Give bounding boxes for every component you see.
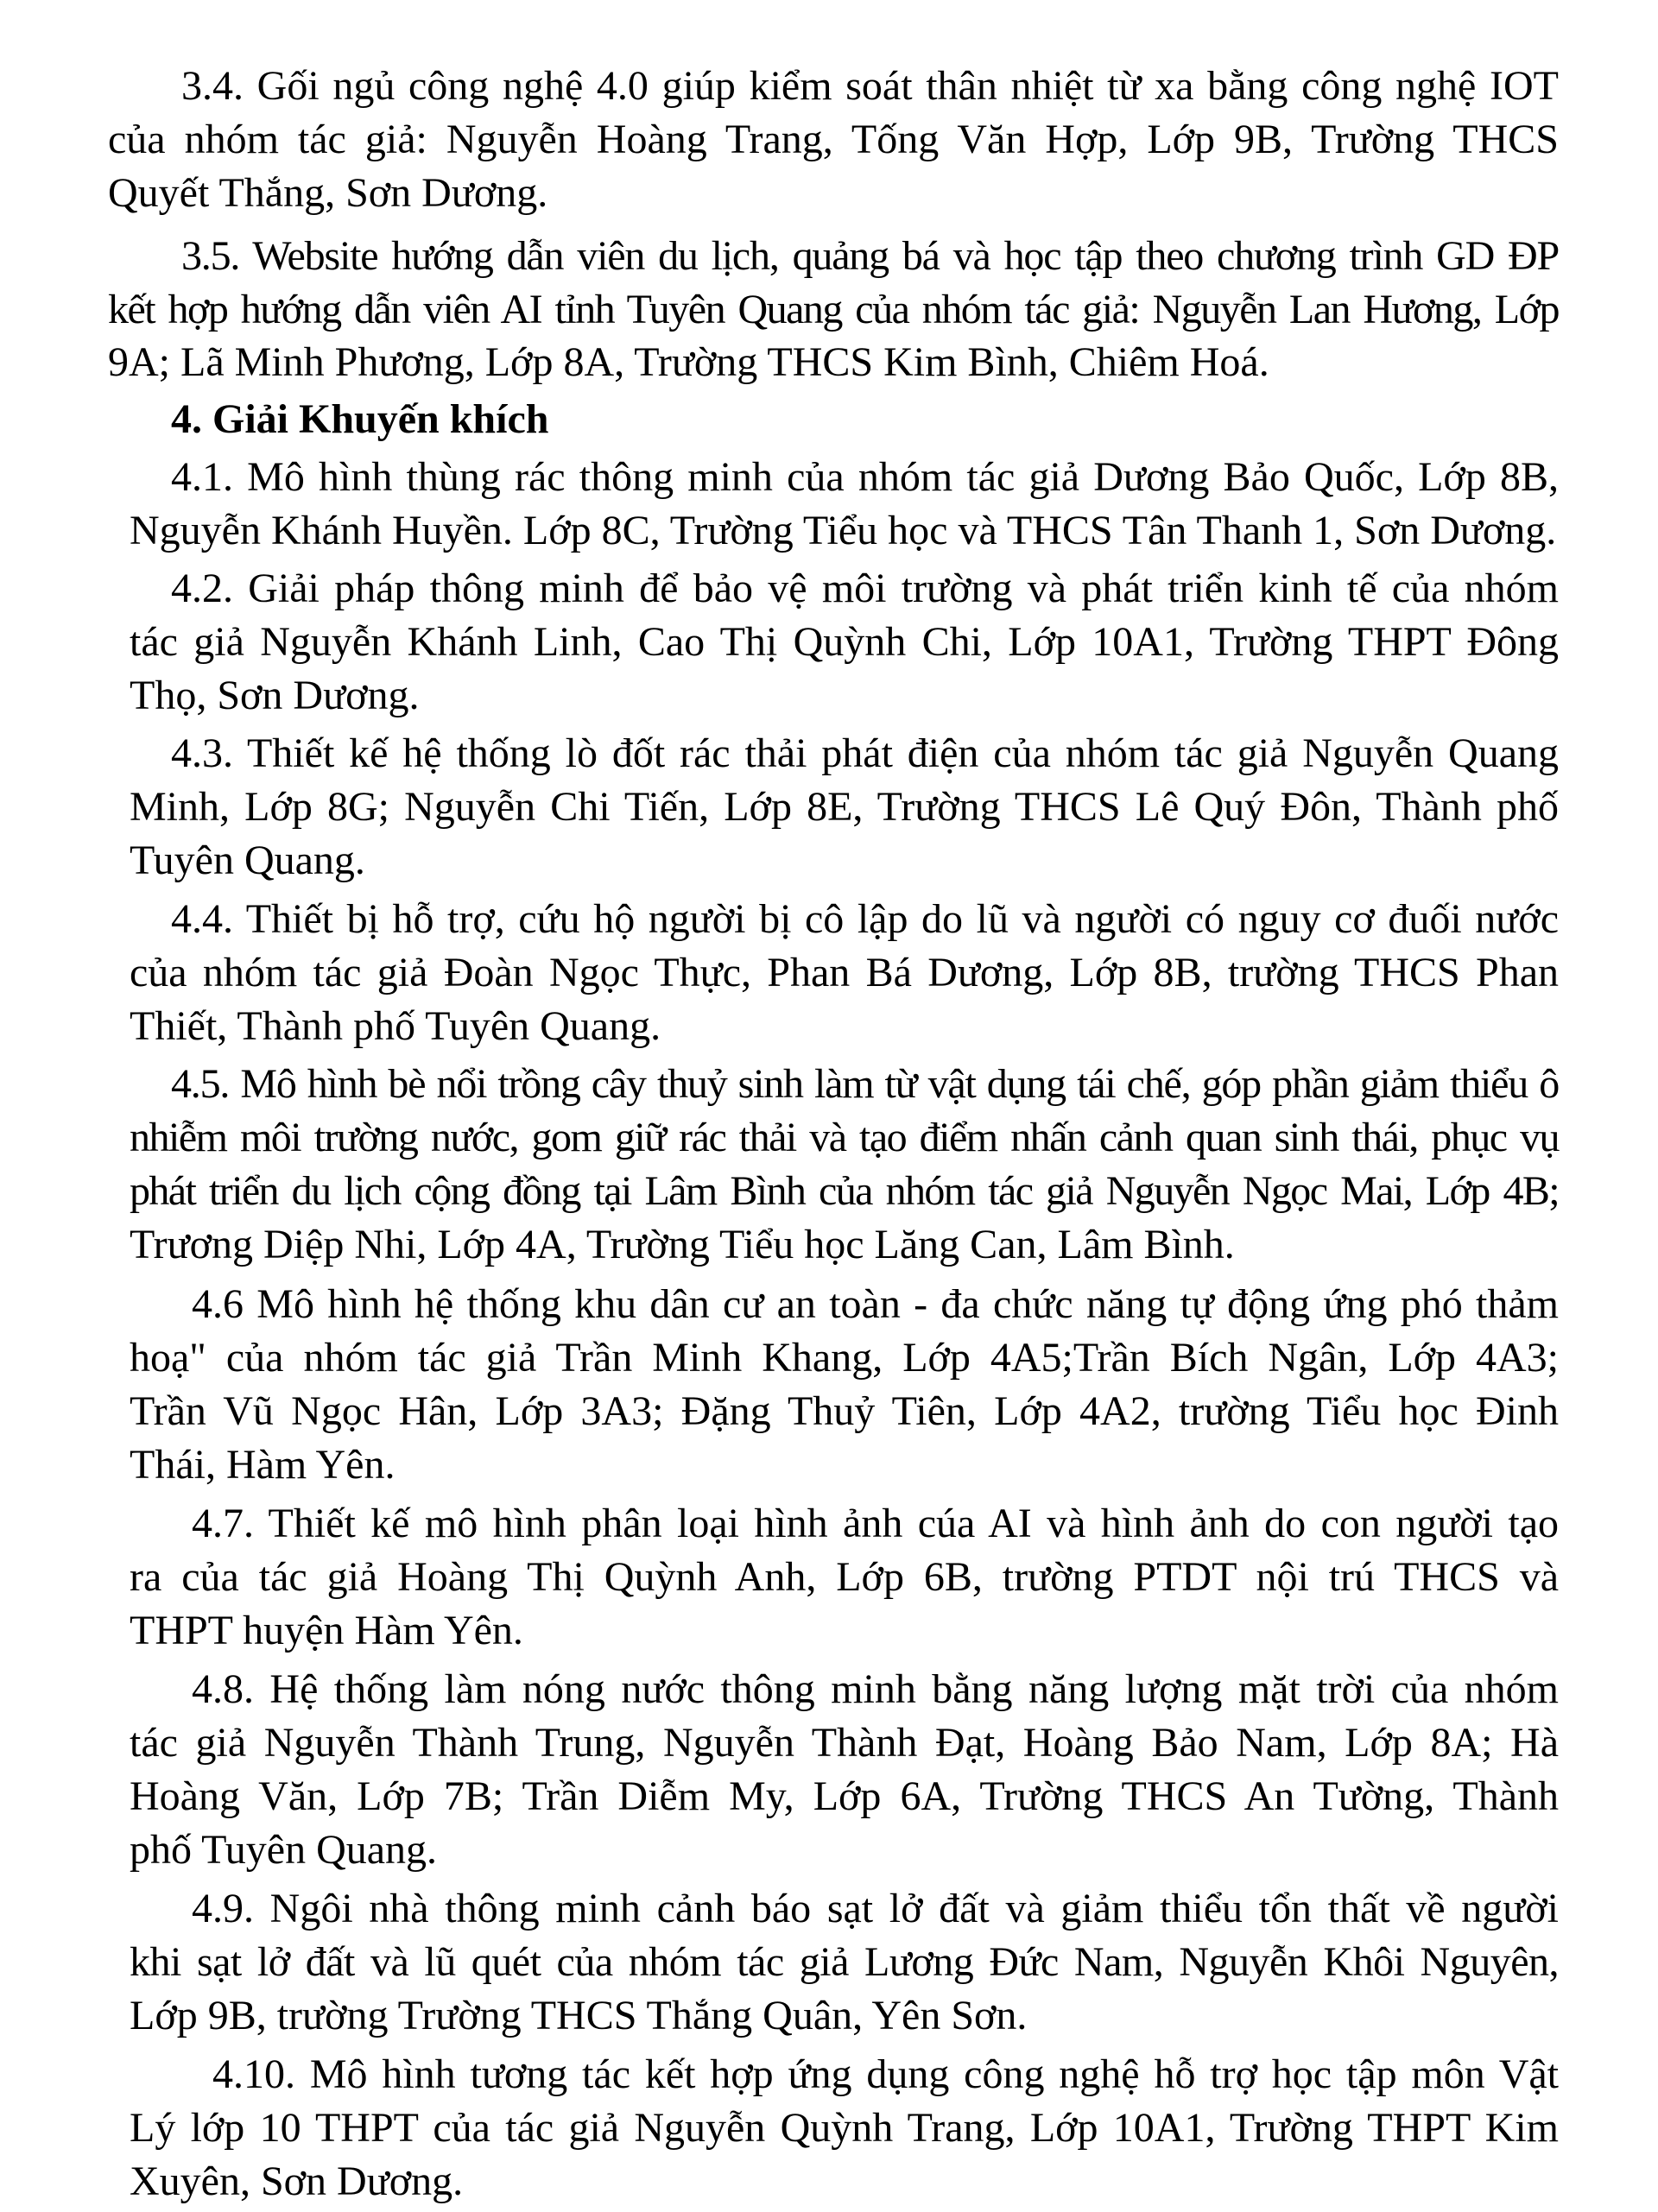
item-3-5-line-2: kết hợp hướng dẫn viên AI tỉnh Tuyên Quang của nhóm tác giả: Nguyễn Lan Hương, Lớp bbox=[108, 287, 1559, 332]
item-3-5-line-1: 3.5. Website hướng dẫn viên du lịch, quảng bá và học tập theo chương trình GD ĐP bbox=[181, 233, 1559, 279]
item-3-4-line-1: 3.4. Gối ngủ công nghệ 4.0 giúp kiểm soát thân nhiệt từ xa bằng công nghệ IOT bbox=[181, 63, 1559, 109]
item-4-10-line-1: 4.10. Mô hình tương tác kết hợp ứng dụng công nghệ hỗ trợ học tập môn Vật bbox=[212, 2051, 1559, 2097]
item-4-5-line-4: Trương Diệp Nhi, Lớp 4A, Trường Tiểu học Lăng Can, Lâm Bình. bbox=[130, 1222, 1235, 1267]
item-4-7-line-1: 4.7. Thiết kế mô hình phân loại hình ảnh cúa AI và hình ảnh do con người tạo bbox=[192, 1501, 1559, 1546]
item-3-4-line-2: của nhóm tác giả: Nguyễn Hoàng Trang, Tống Văn Hợp, Lớp 9B, Trường THCS bbox=[108, 117, 1559, 162]
item-4-4-line-3: Thiết, Thành phố Tuyên Quang. bbox=[130, 1003, 661, 1049]
item-4-1-line-2: Nguyễn Khánh Huyền. Lớp 8C, Trường Tiểu học và THCS Tân Thanh 1, Sơn Dương. bbox=[130, 508, 1557, 553]
item-4-4-line-1: 4.4. Thiết bị hỗ trợ, cứu hộ người bị cô lập do lũ và người có nguy cơ đuối nước bbox=[171, 896, 1559, 942]
item-4-8-line-4: phố Tuyên Quang. bbox=[130, 1827, 438, 1873]
item-4-2-line-3: Thọ, Sơn Dương. bbox=[130, 673, 420, 718]
item-4-6-line-4: Thái, Hàm Yên. bbox=[130, 1442, 396, 1488]
item-4-5-line-1: 4.5. Mô hình bè nổi trồng cây thuỷ sinh làm từ vật dụng tái chế, góp phần giảm thiểu ô bbox=[171, 1061, 1559, 1107]
item-4-6-line-1: 4.6 Mô hình hệ thống khu dân cư an toàn - đa chức năng tự động ứng phó thảm bbox=[192, 1281, 1559, 1327]
item-4-3-line-3: Tuyên Quang. bbox=[130, 837, 365, 883]
item-4-6-line-3: Trần Vũ Ngọc Hân, Lớp 3A3; Đặng Thuỷ Tiên, Lớp 4A2, trường Tiểu học Đinh bbox=[130, 1388, 1559, 1434]
item-4-8-line-2: tác giả Nguyễn Thành Trung, Nguyễn Thành Đạt, Hoàng Bảo Nam, Lớp 8A; Hà bbox=[130, 1720, 1559, 1766]
item-4-9-line-3: Lớp 9B, trường Trường THCS Thắng Quân, Yên Sơn. bbox=[130, 1993, 1028, 2038]
item-4-7-line-2: ra của tác giả Hoàng Thị Quỳnh Anh, Lớp 6B, trường PTDT nội trú THCS và bbox=[130, 1554, 1559, 1600]
item-4-1-line-1: 4.1. Mô hình thùng rác thông minh của nhóm tác giả Dương Bảo Quốc, Lớp 8B, bbox=[171, 454, 1559, 500]
item-3-4-line-3: Quyết Thắng, Sơn Dương. bbox=[108, 170, 548, 216]
item-4-10-line-2: Lý lớp 10 THPT của tác giả Nguyễn Quỳnh Trang, Lớp 10A1, Trường THPT Kim bbox=[130, 2105, 1559, 2151]
item-4-3-line-1: 4.3. Thiết kế hệ thống lò đốt rác thải phát điện của nhóm tác giả Nguyễn Quang bbox=[171, 730, 1559, 776]
item-4-8-line-1: 4.8. Hệ thống làm nóng nước thông minh bằng năng lượng mặt trời của nhóm bbox=[192, 1666, 1559, 1712]
section-heading: 4. Giải Khuyến khích bbox=[171, 396, 549, 442]
item-4-9-line-2: khi sạt lở đất và lũ quét của nhóm tác giả Lương Đức Nam, Nguyễn Khôi Nguyên, bbox=[130, 1939, 1559, 1985]
item-4-8-line-3: Hoàng Văn, Lớp 7B; Trần Diễm My, Lớp 6A, Trường THCS An Tường, Thành bbox=[130, 1773, 1559, 1819]
item-4-5-line-3: phát triển du lịch cộng đồng tại Lâm Bình của nhóm tác giả Nguyễn Ngọc Mai, Lớp 4B; bbox=[130, 1168, 1559, 1214]
item-4-2-line-1: 4.2. Giải pháp thông minh để bảo vệ môi trường và phát triển kinh tế của nhóm bbox=[171, 566, 1559, 611]
item-4-6-line-2: hoạ" của nhóm tác giả Trần Minh Khang, Lớp 4A5;Trần Bích Ngân, Lớp 4A3; bbox=[130, 1335, 1559, 1381]
item-4-10-line-3: Xuyên, Sơn Dương. bbox=[130, 2158, 464, 2204]
item-4-7-line-3: THPT huyện Hàm Yên. bbox=[130, 1608, 523, 1653]
item-4-3-line-2: Minh, Lớp 8G; Nguyễn Chi Tiến, Lớp 8E, Trường THCS Lê Quý Đôn, Thành phố bbox=[130, 784, 1559, 830]
item-4-5-line-2: nhiễm môi trường nước, gom giữ rác thải và tạo điểm nhấn cảnh quan sinh thái, phục vụ bbox=[130, 1115, 1559, 1160]
item-4-4-line-2: của nhóm tác giả Đoàn Ngọc Thực, Phan Bá Dương, Lớp 8B, trường THCS Phan bbox=[130, 950, 1559, 995]
item-4-9-line-1: 4.9. Ngôi nhà thông minh cảnh báo sạt lở đất và giảm thiểu tổn thất về người bbox=[192, 1886, 1559, 1931]
item-3-5-line-3: 9A; Lã Minh Phương, Lớp 8A, Trường THCS Kim Bình, Chiêm Hoá. bbox=[108, 339, 1269, 385]
item-4-2-line-2: tác giả Nguyễn Khánh Linh, Cao Thị Quỳnh Chi, Lớp 10A1, Trường THPT Đông bbox=[130, 619, 1559, 665]
